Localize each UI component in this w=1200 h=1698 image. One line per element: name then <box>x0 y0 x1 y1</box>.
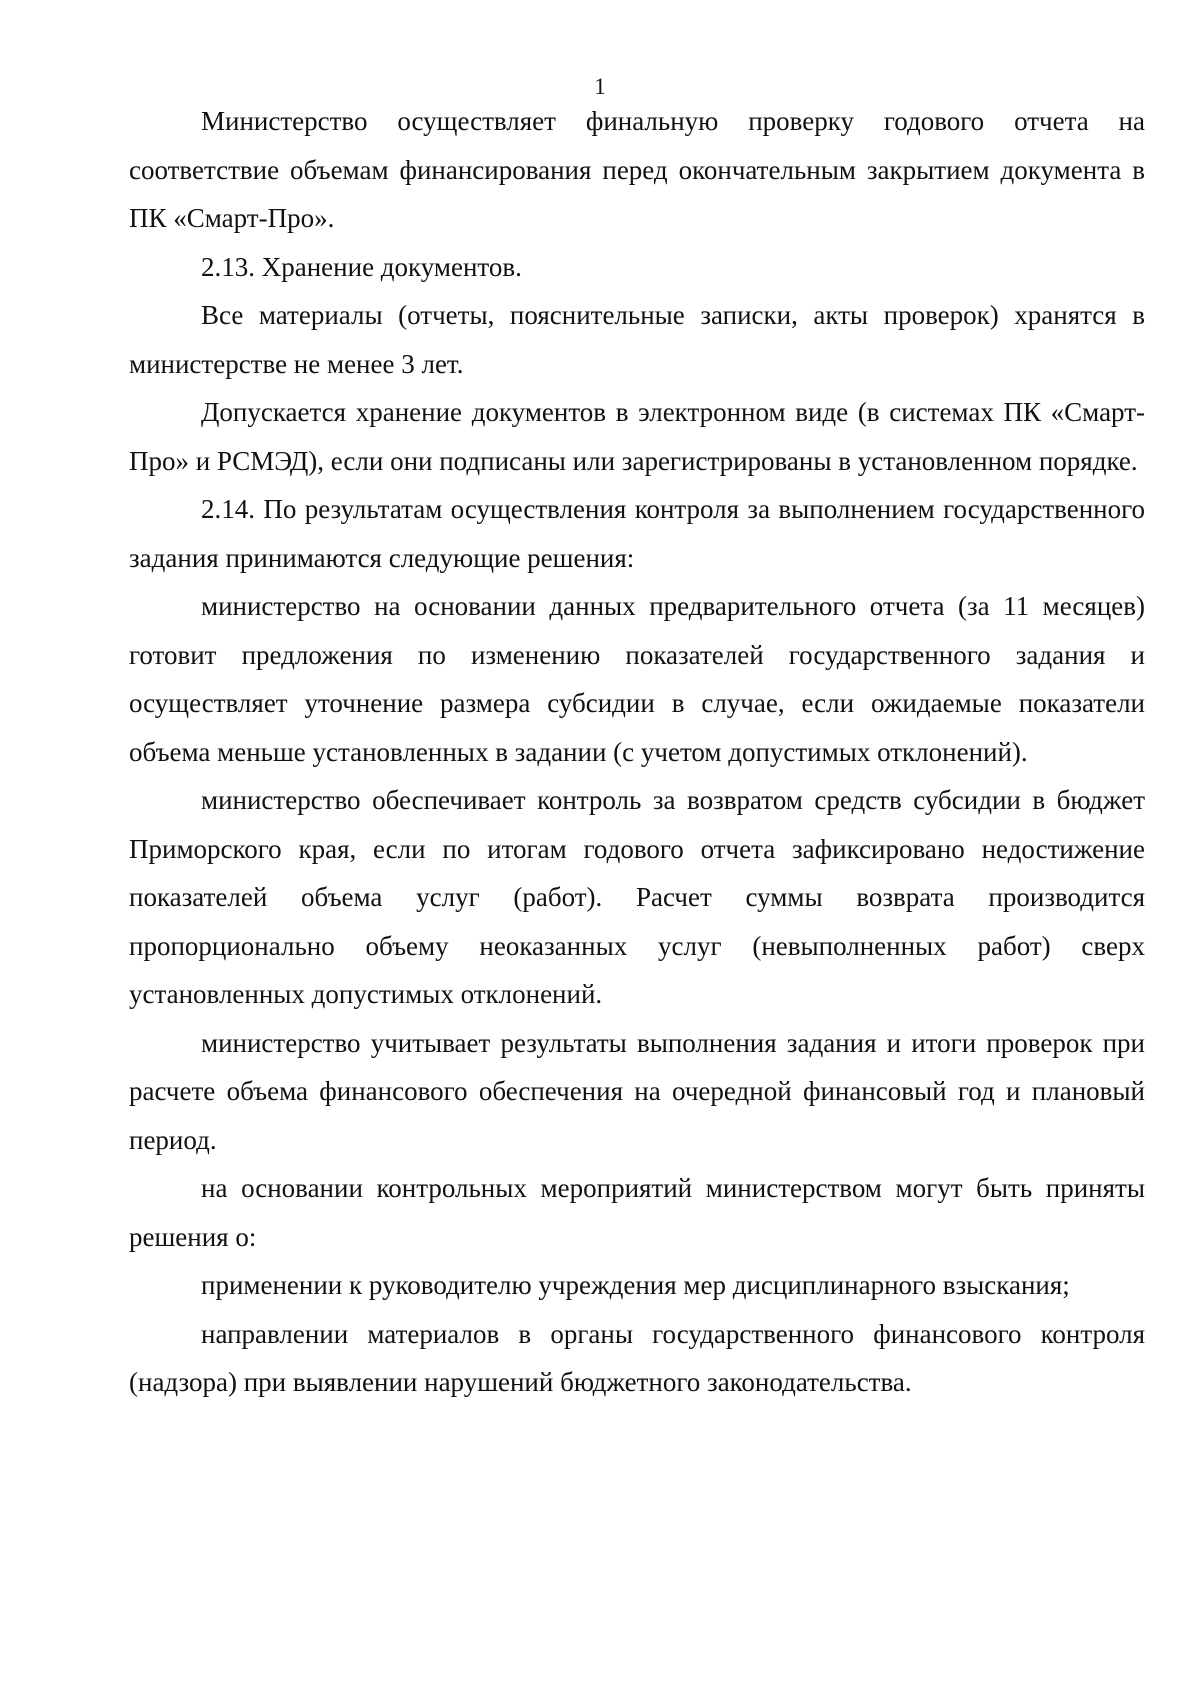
paragraph-decision-financing-calculation: министерство учитывает результаты выполнения задания и итоги проверок при расчете объема финансового обеспечения на очередной финансовый год и плановый период. <box>129 1027 1145 1155</box>
paragraph-final-check: Министерство осуществляет финальную проверку годового отчета на соответствие объемам финансирования перед окончательным закрытием документа в ПК «Смарт-Про». <box>129 106 1145 233</box>
paragraph-decisions-intro: на основании контрольных мероприятий министерством могут быть приняты решения о: <box>129 1173 1145 1252</box>
document-body <box>129 97 1145 1407</box>
paragraph-decision-preliminary-report: министерство на основании данных предварительного отчета (за 11 месяцев) готовит предложения по изменению показателей государственного задания и осуществляет уточнение размера субсидии в случае, если ожидаемые показатели объема меньше установленных в задании (с учетом допустимых отклонений). <box>129 591 1145 767</box>
paragraph-financial-control-referral: направлении материалов в органы государственного финансового контроля (надзора) при выявлении нарушений бюджетного законодательства. <box>129 1318 1145 1397</box>
paragraph-decision-subsidy-return: министерство обеспечивает контроль за возвратом средств субсидии в бюджет Приморского края, если по итогам годового отчета зафиксировано недостижение показателей объема услуг (работ). Расчет суммы возврата производится пропорционально объему неоказанных услуг (невыполненных работ) сверх установленных допустимых отклонений. <box>129 785 1145 1009</box>
paragraph-disciplinary-measures: применении к руководителю учреждения мер дисциплинарного взыскания; <box>201 1270 1070 1300</box>
section-heading-2-13: 2.13. Хранение документов. <box>201 251 522 282</box>
section-heading-2-14: 2.14. По результатам осуществления контроля за выполнением государственного задания принимаются следующие решения: <box>129 494 1145 573</box>
paragraph-electronic-storage: Допускается хранение документов в электронном виде (в системах ПК «Смарт-Про» и РСМЭД), если они подписаны или зарегистрированы в установленном порядке. <box>129 397 1145 476</box>
page-number: 1 <box>594 74 606 99</box>
paragraph-storage-period: Все материалы (отчеты, пояснительные записки, акты проверок) хранятся в министерстве не менее 3 лет. <box>129 300 1145 379</box>
